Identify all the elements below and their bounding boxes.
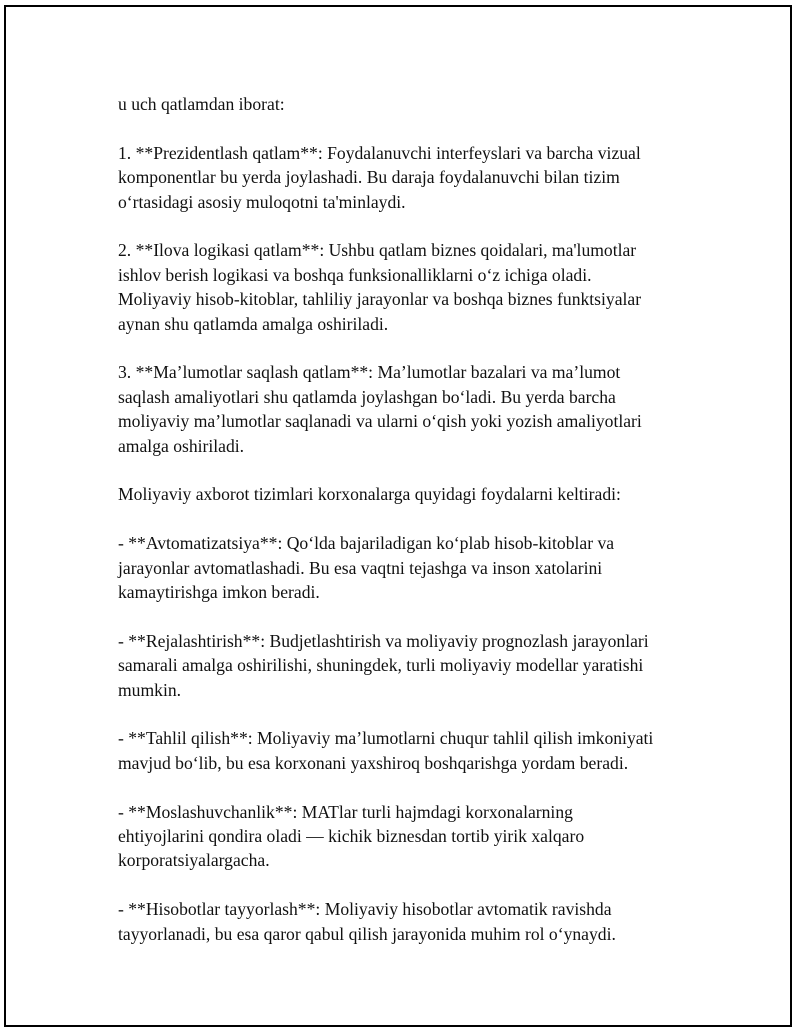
- benefits-intro: Moliyaviy axborot tizimlari korxonalarga quyidagi foydalarni keltiradi:: [118, 484, 621, 505]
- benefit-item-automation: - **Avtomatizatsiya**: Qo‘lda bajariladigan ko‘plab hisob-kitoblar va jarayonlar avtomatlashadi. Bu esa vaqtni tejashga va inson xatolarini kamaytirishga imkon beradi.: [118, 533, 615, 603]
- benefit-item-flexibility: - **Moslashuvchanlik**: MATlar turli hajmdagi korxonalarning ehtiyojlarini qondira oladi — kichik biznesdan tortib yirik xalqaro korporatsiyalargacha.: [118, 801, 585, 871]
- intro-line: u uch qatlamdan iborat:: [118, 94, 285, 114]
- layer-item-application-logic: 2. **Ilova logikasi qatlam**: Ushbu qatlam biznes qoidalari, ma'lumotlar ishlov berish logikasi va boshqa funksionalliklarni o‘z ichiga oladi. Moliyaviy hisob-kitoblar, tahliliy jarayonlar va boshqa biznes funktsiyalar aynan shu qatlamda amalga oshiriladi.: [118, 240, 642, 334]
- layer-item-presentation: 1. **Prezidentlash qatlam**: Foydalanuvchi interfeyslari va barcha vizual komponentlar bu yerda joylashadi. Bu daraja foydalanuvchi bilan tizim o‘rtasidagi asosiy muloqotni ta'minlaydi.: [118, 142, 641, 212]
- benefit-item-reporting: - **Hisobotlar tayyorlash**: Moliyaviy hisobotlar avtomatik ravishda tayyorlanadi, bu esa qaror qabul qilish jarayonida muhim rol o‘ynaydi.: [118, 899, 616, 944]
- benefit-item-planning: - **Rejalashtirish**: Budjetlashtirish va moliyaviy prognozlash jarayonlari samarali amalga oshirilishi, shuningdek, turli moliyaviy modellar yaratishi mumkin.: [118, 630, 649, 700]
- layer-item-data-storage: 3. **Ma’lumotlar saqlash qatlam**: Ma’lumotlar bazalari va ma’lumot saqlash amaliyotlari shu qatlamda joylashgan bo‘ladi. Bu yerda barcha moliyaviy ma’lumotlar saqlanadi va ularni o‘qish yoki yozish amaliyotlari amalga oshiriladi.: [118, 362, 642, 456]
- benefit-item-analysis: - **Tahlil qilish**: Moliyaviy ma’lumotlarni chuqur tahlil qilish imkoniyati mavjud bo‘lib, bu esa korxonani yaxshiroq boshqarishga yordam beradi.: [118, 728, 654, 773]
- document-body: [118, 92, 693, 946]
